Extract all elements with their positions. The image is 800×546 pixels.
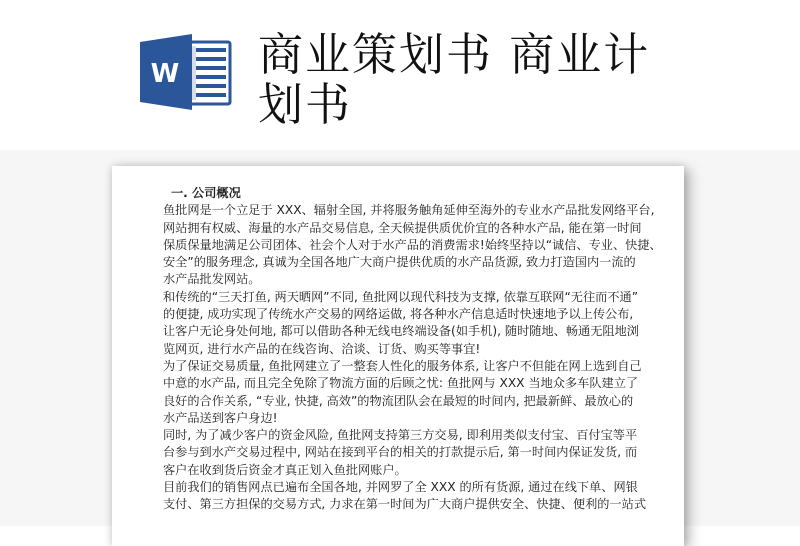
body-line: 水产品批发网站。 [163, 272, 261, 287]
document-content [163, 185, 662, 514]
body-line: 同时, 为了减少客户的资金风险, 鱼批网支持第三方交易, 即利用类似支付宝、百付宝等平 [163, 428, 638, 443]
header-band [0, 0, 800, 150]
document-page [112, 166, 684, 546]
body-line: 目前我们的销售网点已遍布全国各地, 并网罗了全 XXX 的所有货源, 通过在线下单、网银 [163, 480, 638, 495]
body-line: 览网页, 进行水产品的在线咨询、洽谈、订货、购买等事宜! [163, 341, 481, 356]
body-line: 良好的合作关系, “专业, 快捷, 高效”的物流团队会在最短的时间内, 把最新鲜、最放心的 [163, 393, 634, 408]
body-line: 水产品送到客户身边! [163, 410, 278, 425]
body-line: 和传统的“三天打鱼, 两天晒网”不同, 鱼批网以现代科技为支撑, 依靠互联网“无往而不通” [163, 289, 639, 304]
title-line-2: 划书 [258, 78, 353, 131]
body-line: 鱼批网是一个立足于 XXX、辐射全国, 并将服务触角延伸至海外的专业水产品批发网络平台, [163, 203, 655, 218]
title-line-1: 商业策划书 商业计 [258, 28, 651, 81]
body-line: 保质保量地满足公司团体、社会个人对于水产品的消费需求!始终坚持以“诚信、专业、快捷、 [163, 237, 662, 252]
body-line: 台参与到水产交易过程中, 网站在接到平台的相关的打款提示后, 第一时间内保证发货, 而 [163, 445, 638, 460]
body-line: 客户在收到货后资金才真正划入鱼批网账户。 [163, 462, 407, 477]
section-heading: 一. 公司概况 [171, 186, 241, 200]
body-line: 安全”的服务理念, 真诚为全国各地广大商户提供优质的水产品货源, 致力打造国内一流的 [163, 255, 636, 270]
body-line: 为了保证交易质量, 鱼批网建立了一整套人性化的服务体系, 让客户不但能在网上选到自己 [163, 358, 642, 373]
body-line: 中意的水产品, 而且完全免除了物流方面的后顾之忧: 鱼批网与 XXX 当地众多车队建立了 [163, 376, 639, 391]
body-line: 让客户无论身处何地, 都可以借助各种无线电终端设备(如手机), 随时随地、畅通无阻地浏 [163, 324, 639, 339]
page-title [258, 30, 658, 130]
body-line: 网站拥有权威、海量的水产品交易信息, 全天候提供质优价宜的各种水产品, 能在第一时间 [163, 220, 642, 235]
body-line: 支付、第三方担保的交易方式, 力求在第一时间为广大商户提供安全、快捷、便利的一站式 [163, 497, 647, 512]
word-document-icon [140, 34, 232, 110]
body-line: 的便捷, 成功实现了传统水产交易的网络运做, 将各种水产信息适时快速地予以上传公布, [163, 307, 634, 322]
svg-text:W: W [150, 59, 180, 89]
